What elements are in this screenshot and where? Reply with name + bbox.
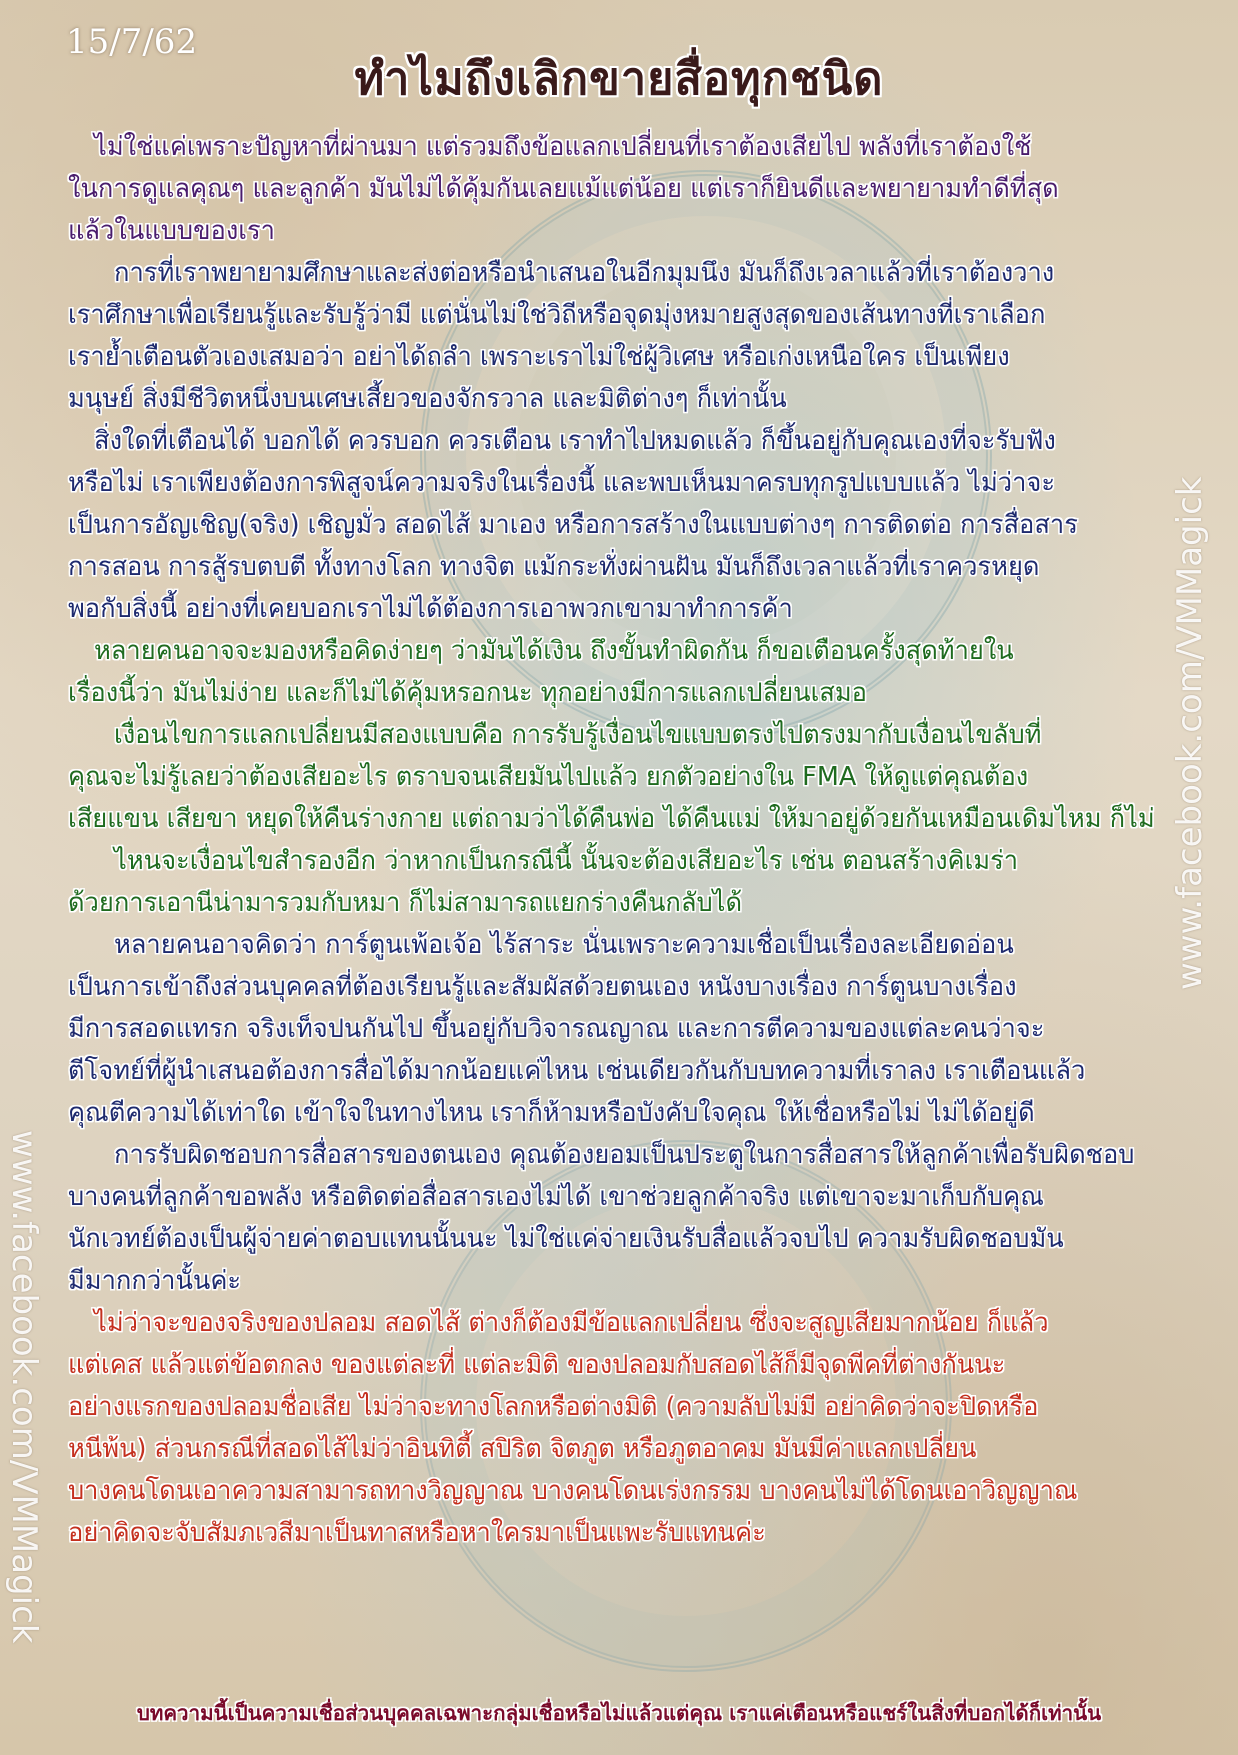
text-line: มีมากกว่านั้นค่ะ — [68, 1266, 242, 1296]
paragraph-responsibility — [68, 1134, 1164, 1302]
text-line: ไม่ใช่แค่เพราะปัญหาที่ผ่านมา แต่รวมถึงข้อแลกเปลี่ยนที่เราต้องเสียไป พลังที่เราต้องใช้ — [94, 132, 1032, 162]
text-line: แล้วในแบบของเรา — [68, 216, 276, 246]
text-line: อย่าคิดจะจับสัมภเวสีมาเป็นทาสหรือหาใครมาเป็นแพะรับแทนค่ะ — [68, 1518, 766, 1548]
text-line: บางคนโดนเอาความสามารถทางวิญญาณ บางคนโดนเร่งกรรม บางคนไม่ได้โดนเอาวิญญาณ — [68, 1476, 1078, 1506]
text-line: คุณตีความได้เท่าใด เข้าใจในทางไหน เราก็ห้ามหรือบังคับใจคุณ ให้เชื่อหรือไม่ ไม่ได้อยู่ดี — [68, 1098, 1035, 1128]
text-line: หลายคนอาจจะมองหรือคิดง่ายๆ ว่ามันได้เงิน ถึงขั้นทำผิดกัน ก็ขอเตือนครั้งสุดท้ายใน — [94, 636, 1014, 666]
text-line: หนีพ้น) ส่วนกรณีที่สอดไส้ไม่ว่าอินทิตี้ สปิริต จิตภูต หรือภูตอาคม มันมีค่าแลกเปลี่ยน — [68, 1434, 977, 1464]
text-line: บางคนที่ลูกค้าขอพลัง หรือติดต่อสื่อสารเองไม่ได้ เขาช่วยลูกค้าจริง แต่เขาจะมาเก็บกับคุณ — [68, 1182, 1044, 1212]
watermark-left: www.facebook.com/VMMagick — [4, 1130, 44, 1644]
text-line: ไม่ว่าจะของจริงของปลอม สอดไส้ ต่างก็ต้องมีข้อแลกเปลี่ยน ซึ่งจะสูญเสียมากน้อย ก็แล้ว — [94, 1308, 1049, 1338]
text-line: ในการดูแลคุณๆ และลูกค้า มันไม่ได้คุ้มกันเลยแม้แต่น้อย แต่เราก็ยินดีและพยายามทำดีที่สุด — [68, 174, 1059, 204]
text-line: มีการสอดแทรก จริงเท็จปนกันไป ขึ้นอยู่กับวิจารณญาณ และการตีความของแต่ละคนว่าจะ — [68, 1014, 1045, 1044]
text-line: อย่างแรกของปลอมชื่อเสีย ไม่ว่าจะทางโลกหรือต่างมิติ (ความลับไม่มี อย่าคิดว่าจะปิดหรือ — [68, 1392, 1039, 1422]
text-line: เป็นการเข้าถึงส่วนบุคคลที่ต้องเรียนรู้และสัมผัสด้วยตนเอง หนังบางเรื่อง การ์ตูนบางเรื่อง — [68, 972, 1017, 1002]
text-line: เงื่อนไขการแลกเปลี่ยนมีสองแบบคือ การรับรู้เงื่อนไขแบบตรงไปตรงมากับเงื่อนไขลับที่ — [114, 720, 1042, 750]
paragraph-study — [68, 252, 1164, 420]
text-line: เรื่องนี้ว่า มันไม่ง่าย และก็ไม่ได้คุ้มหรอกนะ ทุกอย่างมีการแลกเปลี่ยนเสมอ — [68, 678, 867, 708]
text-line: ตีโจทย์ที่ผู้นำเสนอต้องการสื่อได้มากน้อยแค่ไหน เช่นเดียวกันกับบทความที่เราลง เราเตือนแล้ว — [68, 1056, 1086, 1086]
text-line: การที่เราพยายามศึกษาและส่งต่อหรือนำเสนอในอีกมุมนึง มันก็ถึงเวลาแล้วที่เราต้องวาง — [114, 258, 1055, 288]
text-line: คุณจะไม่รู้เลยว่าต้องเสียอะไร ตราบจนเสียมันไปแล้ว ยกตัวอย่างใน FMA ให้ดูแต่คุณต้อง — [68, 762, 1029, 792]
text-line: มนุษย์ สิ่งมีชีวิตหนึ่งบนเศษเสี้ยวของจักรวาล และมิติต่างๆ ก็เท่านั้น — [68, 384, 787, 414]
text-line: นักเวทย์ต้องเป็นผู้จ่ายค่าตอบแทนนั้นนะ ไม่ใช่แค่จ่ายเงินรับสื่อแล้วจบไป ความรับผิดชอบมัน — [68, 1224, 1064, 1254]
text-line: ไหนจะเงื่อนไขสำรองอีก ว่าหากเป็นกรณีนี้ นั้นจะต้องเสียอะไร เช่น ตอนสร้างคิเมร่า — [114, 846, 1019, 876]
text-line: การสอน การสู้รบตบตี ทั้งทางโลก ทางจิต แม้กระทั่งผ่านฝัน มันก็ถึงเวลาแล้วที่เราควรหยุด — [68, 552, 1040, 582]
page-title: ทำไมถึงเลิกขายสื่อทุกชนิด — [354, 52, 884, 105]
text-line: สิ่งใดที่เตือนได้ บอกได้ ควรบอก ควรเตือน เราทำไปหมดแล้ว ก็ขึ้นอยู่กับคุณเองที่จะรับฟัง — [94, 426, 1056, 456]
paragraph-warning — [68, 420, 1164, 630]
text-line: ด้วยการเอานีน่ามารวมกับหมา ก็ไม่สามารถแยกร่างคืนกลับได้ — [68, 888, 743, 918]
text-line: หลายคนอาจคิดว่า การ์ตูนเพ้อเจ้อ ไร้สาระ นั่นเพราะความเชื่อเป็นเรื่องละเอียดอ่อน — [114, 930, 1014, 960]
watermark-right: www.facebook.com/VMMagick — [1170, 476, 1210, 990]
paragraph-backup-conditions — [68, 840, 1164, 924]
footer-disclaimer: บทความนี้เป็นความเชื่อส่วนบุคคลเฉพาะกลุ่มเชื่อหรือไม่แล้วแต่คุณ เราแค่เตือนหรือแชร์ในสิ่งที่บอกได้ก็เท่านั้น — [136, 1701, 1102, 1725]
text-line: หรือไม่ เราเพียงต้องการพิสูจน์ความจริงในเรื่องนี้ และพบเห็นมาครบทุกรูปแบบแล้ว ไม่ว่าจะ — [68, 468, 1056, 498]
text-line: การรับผิดชอบการสื่อสารของตนเอง คุณต้องยอมเป็นประตูในการสื่อสารให้ลูกค้าเพื่อรับผิดชอบ — [114, 1140, 1135, 1170]
paragraph-intro — [68, 126, 1164, 252]
article-body — [68, 126, 1164, 1554]
text-line: เสียแขน เสียขา หยุดให้คืนร่างกาย แต่ถามว่าได้คืนพ่อ ได้คืนแม่ ให้มาอยู่ด้วยกันเหมือนเดิมไหม ก็ไม่ — [68, 804, 1155, 834]
post-date: 15/7/62 — [66, 22, 198, 62]
text-line: เราศึกษาเพื่อเรียนรู้และรับรู้ว่ามี แต่นั่นไม่ใช่วิถีหรือจุดมุ่งหมายสูงสุดของเส้นทางที่เราเลือก — [68, 300, 1046, 330]
text-line: แต่เคส แล้วแต่ข้อตกลง ของแต่ละที่ แต่ละมิติ ของปลอมกับสอดไส้ก็มีจุดพีคที่ต่างกันนะ — [68, 1350, 1006, 1380]
text-line: เราย้ำเตือนตัวเองเสมอว่า อย่าได้ถลำ เพราะเราไม่ใช่ผู้วิเศษ หรือเก่งเหนือใคร เป็นเพียง — [68, 342, 1010, 372]
paragraph-conditions — [68, 714, 1164, 840]
paragraph-money — [68, 630, 1164, 714]
text-line: พอกับสิ่งนี้ อย่างที่เคยบอกเราไม่ได้ต้องการเอาพวกเขามาทำการค้า — [68, 594, 793, 624]
paragraph-fake-real — [68, 1302, 1164, 1554]
text-line: เป็นการอัญเชิญ(จริง) เชิญมั่ว สอดไส้ มาเอง หรือการสร้างในแบบต่างๆ การติดต่อ การสื่อสาร — [68, 510, 1078, 540]
paragraph-cartoon — [68, 924, 1164, 1134]
